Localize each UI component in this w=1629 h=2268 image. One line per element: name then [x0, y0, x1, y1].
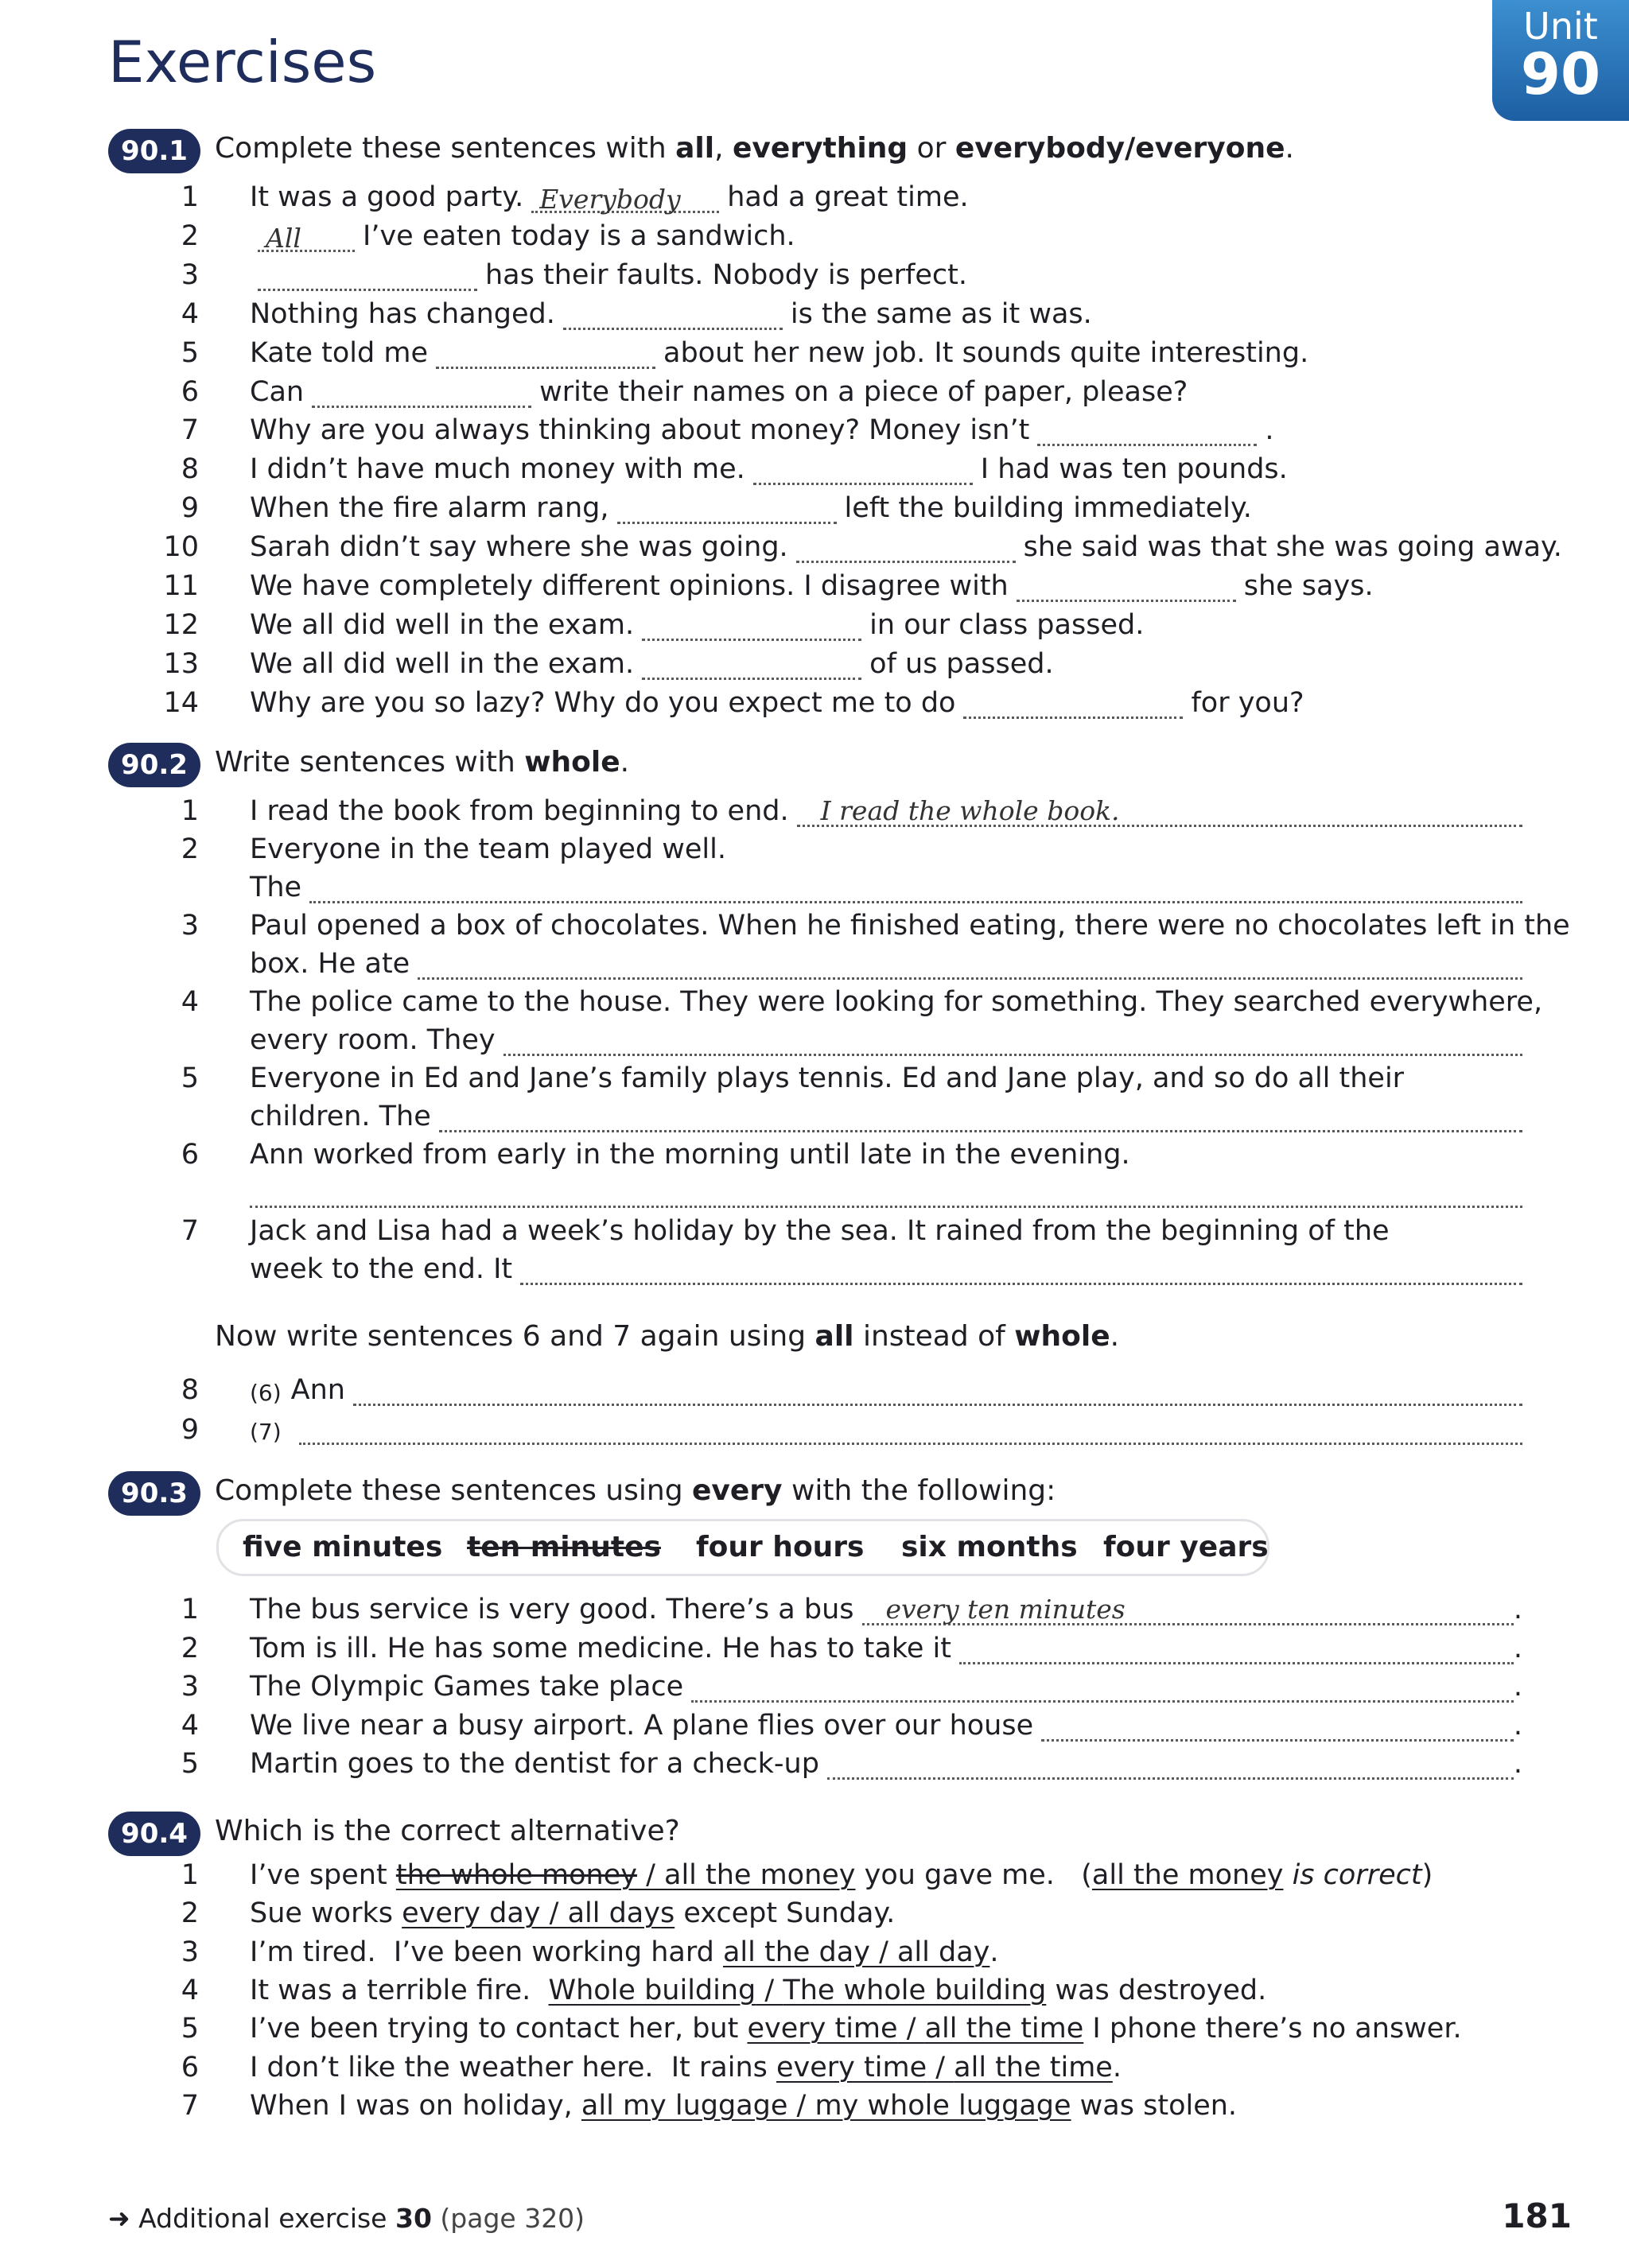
- answer-blank[interactable]: [312, 379, 531, 408]
- sentence-end: .: [989, 1936, 999, 1968]
- sentence-end: about her new job. It sounds quite interesting.: [663, 336, 1309, 369]
- sentence-end: .: [1513, 1748, 1522, 1780]
- answer-blank[interactable]: [963, 689, 1183, 719]
- unit-number: 90: [1520, 41, 1601, 107]
- exercise-header: [108, 129, 1524, 175]
- exercise-90-2: [108, 743, 1570, 1446]
- answer-note-text: is correct: [1283, 1859, 1422, 1891]
- line-start: every room. They: [250, 1024, 496, 1056]
- sentence-start: We all did well in the exam.: [250, 647, 635, 680]
- sentence-end: I had was ten pounds.: [980, 453, 1288, 486]
- sentence-end: was destroyed.: [1046, 1974, 1267, 2006]
- exercise-item: [108, 1971, 1524, 2010]
- exercise-item: [108, 256, 1524, 294]
- sentence-end: I’ve eaten today is a sandwich.: [363, 219, 795, 252]
- item-text: [250, 1710, 1522, 1742]
- alternatives: [396, 1859, 856, 1891]
- sub-instruction: Now write sentences 6 and 7 again using all instead of whole.: [215, 1320, 1120, 1353]
- item-text: [250, 259, 967, 291]
- option-a[interactable]: all my luggage: [581, 2089, 788, 2122]
- line-start: The: [250, 872, 302, 903]
- exercise-header: [108, 1812, 1524, 1858]
- answer-line[interactable]: [797, 796, 1522, 827]
- sentence-end: I phone there’s no answer.: [1083, 2013, 1462, 2045]
- item-text: [250, 414, 1273, 446]
- alternatives: [776, 2052, 1113, 2084]
- item-number: 6: [181, 2051, 199, 2084]
- sentence-end: in our class passed.: [869, 608, 1145, 641]
- answer-line[interactable]: [862, 1594, 1514, 1625]
- item-number: 6: [181, 1139, 199, 1171]
- item-text: [250, 220, 795, 252]
- sentence-end: you gave me. (: [855, 1859, 1092, 1891]
- page-title: Exercises: [108, 29, 377, 95]
- exercise-item: [108, 1371, 1524, 1409]
- answer-line[interactable]: [299, 1414, 1522, 1445]
- alternatives: [747, 2013, 1083, 2045]
- line-start: week to the end. It: [250, 1253, 513, 1285]
- handwritten-answer: Everybody: [539, 184, 681, 215]
- page-number: 181: [1502, 2196, 1572, 2235]
- answer-line-row: [250, 1101, 1522, 1132]
- exercise-item: [108, 1707, 1524, 1745]
- answer-blank[interactable]: [642, 612, 861, 641]
- exercise-instruction: Which is the correct alternative?: [215, 1815, 680, 1847]
- item-text: [250, 687, 1304, 719]
- exercise-item: [108, 830, 1524, 907]
- sentence: The Olympic Games take place: [250, 1671, 684, 1703]
- answer-note: all the money: [1091, 1859, 1284, 1891]
- item-number: 4: [181, 1974, 199, 2006]
- option-separator: /: [897, 2013, 925, 2045]
- item-number: 3: [181, 910, 199, 942]
- sentence-end: except Sunday.: [675, 1897, 896, 1930]
- item-text: [250, 1671, 1522, 1703]
- sentence-start: Kate told me: [250, 336, 428, 369]
- alternatives: [581, 2090, 1071, 2122]
- sentence-start: It was a terrible fire.: [250, 1974, 549, 2006]
- item-number: 1: [181, 181, 199, 213]
- sentence: Paul opened a box of chocolates. When he finished eating, there were no chocolates left in the: [250, 910, 1570, 942]
- item-text: [250, 795, 1522, 827]
- answer-line[interactable]: [418, 949, 1522, 980]
- item-text: [250, 1374, 1522, 1406]
- item-number: 2: [181, 1897, 199, 1930]
- item-reference: (7): [250, 1419, 282, 1445]
- option-a[interactable]: every day: [402, 1897, 541, 1930]
- sentence-start: Sue works: [250, 1897, 402, 1930]
- exercise-item: [108, 178, 1524, 216]
- item-text: [250, 1748, 1522, 1780]
- exercise-header: [108, 1471, 1524, 1517]
- item-number: 1: [181, 795, 199, 827]
- sentence-start: It was a good party.: [250, 181, 524, 213]
- option-a[interactable]: every time: [776, 2051, 927, 2084]
- option-a[interactable]: every time: [747, 2013, 898, 2045]
- sentence-start: Why are you always thinking about money? Money isn’t: [250, 414, 1030, 447]
- option-b[interactable]: all the money: [664, 1859, 856, 1891]
- answer-line[interactable]: [520, 1254, 1522, 1285]
- exercise-item: [108, 1856, 1524, 1894]
- sentence: Everyone in the team played well.: [250, 833, 726, 865]
- answer-blank[interactable]: [617, 495, 837, 524]
- exercise-item: [108, 489, 1524, 527]
- item-text: [250, 1215, 1390, 1247]
- option-a[interactable]: Whole building: [548, 1974, 756, 2006]
- answer-blank[interactable]: [1037, 417, 1257, 446]
- sentence-start: When the fire alarm rang,: [250, 492, 609, 525]
- item-number: 12: [163, 608, 199, 641]
- exercise-item: [108, 1668, 1524, 1706]
- line-start: box. He ate: [250, 948, 410, 980]
- exercise-badge: 90.1: [108, 129, 200, 173]
- exercise-instruction: Complete these sentences with all, everything or everybody/everyone.: [215, 132, 1294, 165]
- item-number: 9: [181, 492, 199, 525]
- answer-blank[interactable]: [1017, 573, 1236, 602]
- item-text: [250, 453, 1288, 485]
- option-separator: /: [756, 1974, 783, 2006]
- item-text: [250, 1594, 1522, 1625]
- answer-blank[interactable]: [531, 184, 719, 213]
- sentence-end: is the same as it was.: [790, 297, 1092, 330]
- sentence-start: I’m tired. I’ve been working hard: [250, 1936, 723, 1968]
- item-number: 7: [181, 414, 199, 447]
- item-text: [250, 337, 1308, 369]
- sentence-end: .: [1112, 2051, 1122, 2084]
- answer-line[interactable]: [827, 1749, 1514, 1780]
- sentence-start: We all did well in the exam.: [250, 608, 635, 641]
- sentence-end: had a great time.: [727, 181, 969, 213]
- sentence-start: I’ve been trying to contact her, but: [250, 2013, 748, 2045]
- exercise-item: [108, 1590, 1524, 1629]
- item-text: [250, 2052, 1122, 2084]
- exercise-item: [108, 1745, 1524, 1783]
- handwritten-answer: I read the whole book.: [820, 795, 1120, 826]
- item-text: [250, 833, 726, 865]
- sentence-end: she says.: [1243, 570, 1374, 602]
- item-text: [250, 1975, 1266, 2006]
- item-number: 5: [181, 2013, 199, 2045]
- sentence-start: When I was on holiday,: [250, 2089, 581, 2122]
- exercise-item: [108, 1411, 1524, 1449]
- item-text: [250, 609, 1144, 641]
- exercise-item: [108, 907, 1570, 983]
- item-number: 2: [181, 219, 199, 252]
- answer-line-row: [250, 948, 1522, 980]
- item-text: [250, 570, 1374, 602]
- word-option: four hours: [696, 1531, 865, 1563]
- exercise-item: [108, 450, 1524, 488]
- item-text: [250, 181, 969, 213]
- word-option: four years: [1103, 1531, 1269, 1563]
- option-separator: /: [636, 1859, 664, 1891]
- item-text: [250, 2090, 1237, 2122]
- sentence: Martin goes to the dentist for a check-up: [250, 1748, 819, 1780]
- exercise-item: [108, 2010, 1524, 2048]
- answer-blank[interactable]: [258, 223, 355, 252]
- item-number: 9: [181, 1414, 199, 1446]
- item-text: [250, 986, 1542, 1018]
- exercise-item: [108, 567, 1524, 605]
- exercise-header: [108, 743, 1524, 789]
- item-number: 4: [181, 986, 199, 1018]
- item-number: 3: [181, 1671, 199, 1703]
- answer-line-row: [250, 1024, 1522, 1056]
- exercise-item: [108, 1933, 1524, 1971]
- answer-blank[interactable]: [642, 650, 861, 680]
- answer-line-row: [250, 1253, 1522, 1285]
- sentence-start: Why are you so lazy? Why do you expect me to do: [250, 686, 956, 719]
- exercise-item: [108, 2049, 1524, 2087]
- sentence-start: Can: [250, 375, 305, 408]
- item-text: [250, 531, 1562, 563]
- exercise-item: [108, 217, 1524, 255]
- answer-line[interactable]: [250, 1177, 1522, 1208]
- alternatives: [402, 1897, 675, 1929]
- option-b[interactable]: all the time: [954, 2051, 1113, 2084]
- exercise-item: [108, 1136, 1524, 1212]
- item-text: [250, 376, 1188, 408]
- exercise-item: [108, 606, 1524, 644]
- answer-line-row: [250, 872, 1522, 903]
- item-number: 2: [181, 1632, 199, 1664]
- additional-exercise-link[interactable]: ➜ Additional exercise 30 (page 320): [108, 2203, 585, 2234]
- answer-note-end: ): [1421, 1859, 1433, 1891]
- sentence: We live near a busy airport. A plane flies over our house: [250, 1709, 1034, 1742]
- arrow-icon: ➜: [108, 2203, 130, 2234]
- sentence-start: Nothing has changed.: [250, 297, 555, 330]
- answer-line[interactable]: [1041, 1711, 1514, 1742]
- exercise-90-1: [108, 129, 1562, 733]
- answer-line-row: [250, 1177, 1522, 1208]
- exercise-item: [108, 411, 1524, 449]
- sentence: Jack and Lisa had a week’s holiday by the sea. It rained from the beginning of the: [250, 1215, 1390, 1247]
- sentence-end: left the building immediately.: [844, 492, 1252, 525]
- answer-blank[interactable]: [436, 340, 655, 369]
- option-b[interactable]: all the time: [924, 2013, 1084, 2045]
- sentence-end: .: [1513, 1632, 1522, 1664]
- item-number: 8: [181, 1374, 199, 1406]
- exercise-item: [108, 1212, 1524, 1288]
- item-number: 4: [181, 297, 199, 330]
- line-start: Ann: [290, 1374, 345, 1406]
- handwritten-answer: every ten minutes: [885, 1594, 1126, 1625]
- item-text: [250, 1633, 1522, 1664]
- sentence-end: write their names on a piece of paper, please?: [539, 375, 1188, 408]
- item-number: 7: [181, 2089, 199, 2122]
- word-option-used: ten minutes: [467, 1531, 661, 1563]
- answer-line[interactable]: [309, 872, 1522, 903]
- answer-line[interactable]: [503, 1025, 1522, 1056]
- sentence-end: was stolen.: [1071, 2089, 1238, 2122]
- word-option: six months: [901, 1531, 1078, 1563]
- sentence-end: .: [1513, 1594, 1522, 1625]
- option-b[interactable]: The whole building: [783, 1974, 1047, 2006]
- item-number: 14: [163, 686, 199, 719]
- answer-blank[interactable]: [258, 262, 477, 291]
- exercise-instruction: Write sentences with whole.: [215, 746, 630, 779]
- sentence-end: .: [1265, 414, 1274, 447]
- sentence-end: .: [1513, 1709, 1522, 1742]
- unit-label: Unit: [1523, 5, 1598, 48]
- handwritten-answer: All: [266, 222, 301, 254]
- alternatives: [549, 1975, 1047, 2006]
- item-number: 2: [181, 833, 199, 865]
- sentence-end: she said was that she was going away.: [1023, 531, 1562, 564]
- sentence: I read the book from beginning to end.: [250, 795, 789, 827]
- answer-blank[interactable]: [753, 456, 973, 485]
- exercise-item: [108, 1059, 1524, 1136]
- exercise-item: [108, 295, 1524, 333]
- answer-line[interactable]: [691, 1672, 1514, 1703]
- exercise-item: [108, 334, 1524, 372]
- sentence-start: I didn’t have much money with me.: [250, 453, 745, 486]
- exercise-item: [108, 373, 1524, 411]
- item-number: 7: [181, 1215, 199, 1247]
- item-text: [250, 2013, 1462, 2045]
- sentence-start: Sarah didn’t say where she was going.: [250, 531, 788, 564]
- exercise-badge: 90.2: [108, 743, 200, 787]
- sentence: The police came to the house. They were looking for something. They searched everywhere,: [250, 986, 1543, 1018]
- item-number: 1: [181, 1859, 199, 1891]
- item-number: 5: [181, 1062, 199, 1094]
- alternatives: [723, 1936, 989, 1968]
- option-b[interactable]: all days: [567, 1897, 675, 1930]
- answer-line[interactable]: [959, 1633, 1514, 1664]
- item-number: 13: [163, 647, 199, 680]
- option-separator: /: [540, 1897, 568, 1930]
- item-text: [250, 648, 1054, 680]
- sentence-start: I don’t like the weather here. It rains: [250, 2051, 777, 2084]
- sentence-start: We have completely different opinions. I disagree with: [250, 570, 1009, 602]
- sentence: Everyone in Ed and Jane’s family plays tennis. Ed and Jane play, and so do all their: [250, 1062, 1405, 1094]
- item-number: 6: [181, 375, 199, 408]
- answer-line[interactable]: [439, 1101, 1522, 1132]
- sentence-end: .: [1513, 1671, 1522, 1703]
- exercise-item: [108, 528, 1562, 566]
- answer-line[interactable]: [353, 1375, 1522, 1406]
- sentence: Ann worked from early in the morning until late in the evening.: [250, 1139, 1130, 1171]
- sentence-end: of us passed.: [869, 647, 1054, 680]
- item-number: 3: [181, 1936, 199, 1968]
- sentence: Tom is ill. He has some medicine. He has to take it: [250, 1632, 951, 1664]
- exercise-item: [108, 684, 1524, 722]
- exercise-item: [108, 983, 1543, 1059]
- item-reference: (6): [250, 1380, 282, 1406]
- sentence: The bus service is very good. There’s a bus: [250, 1594, 854, 1625]
- word-box: [216, 1519, 1269, 1576]
- option-b[interactable]: my whole luggage: [814, 2089, 1071, 2122]
- option-separator: /: [869, 1936, 897, 1968]
- item-number: 11: [163, 570, 199, 602]
- item-number: 8: [181, 453, 199, 486]
- item-number: 1: [181, 1594, 199, 1625]
- exercise-item: [108, 1894, 1524, 1932]
- item-number: 10: [163, 531, 199, 564]
- exercise-badge: 90.3: [108, 1471, 200, 1516]
- answer-blank[interactable]: [796, 534, 1016, 563]
- word-option: five minutes: [243, 1531, 443, 1563]
- exercise-90-3: [108, 1471, 1524, 1789]
- item-text: [250, 1062, 1404, 1094]
- item-text: [250, 1897, 895, 1929]
- item-number: 3: [181, 258, 199, 291]
- item-number: 4: [181, 1709, 199, 1742]
- line-start: children. The: [250, 1101, 431, 1132]
- item-number: 5: [181, 1748, 199, 1780]
- exercise-instruction: Complete these sentences using every with the following:: [215, 1474, 1056, 1507]
- item-text: [250, 1936, 999, 1968]
- answer-blank[interactable]: [563, 301, 783, 330]
- option-a[interactable]: all the day: [722, 1936, 870, 1968]
- exercise-item: [108, 2087, 1524, 2125]
- item-text: [250, 492, 1252, 524]
- option-b[interactable]: all day: [896, 1936, 990, 1968]
- option-separator: /: [787, 2089, 815, 2122]
- item-text: [250, 1139, 1130, 1171]
- exercise-item: [108, 645, 1524, 683]
- item-text: [250, 910, 1570, 942]
- item-number: 5: [181, 336, 199, 369]
- item-text: [250, 1414, 1522, 1445]
- exercise-item: [108, 1629, 1524, 1668]
- option-a[interactable]: the whole money: [395, 1859, 637, 1891]
- option-separator: /: [927, 2051, 954, 2084]
- exercise-badge: 90.4: [108, 1812, 200, 1856]
- item-text: [250, 298, 1092, 330]
- sentence-end: for you?: [1191, 686, 1304, 719]
- item-text: [250, 1859, 1433, 1891]
- unit-tab: [1492, 0, 1629, 121]
- sentence-end: has their faults. Nobody is perfect.: [485, 258, 968, 291]
- sentence-start: I’ve spent: [250, 1859, 396, 1891]
- exercise-90-4: [108, 1812, 1524, 2146]
